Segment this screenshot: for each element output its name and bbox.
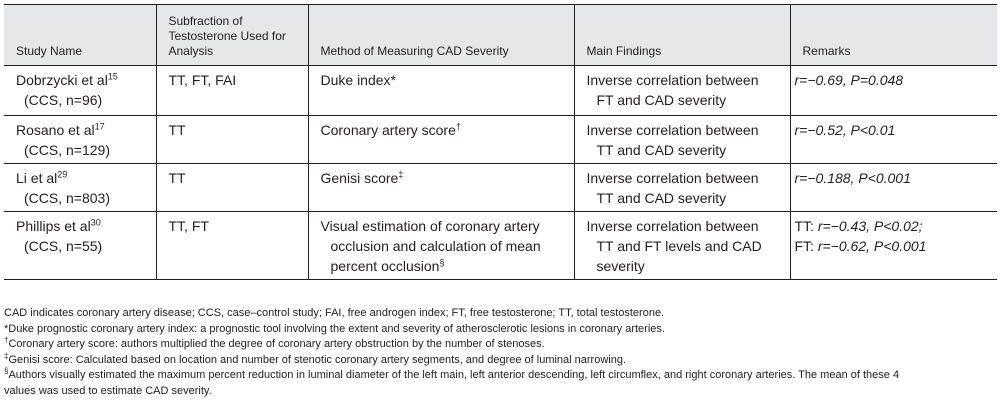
table-row [4,212,997,280]
study-name-cell [4,164,156,212]
subfraction-cell: TT [156,116,308,164]
footnote-mark: ‡ [398,169,404,180]
remark-line [795,236,992,256]
study-design: (CCS, n=803) [24,190,110,206]
subfraction-cell: TT [156,164,308,212]
correlation-value: r=−0.62, [817,238,874,254]
header-study-name: Study Name [4,5,156,66]
remark-label: FT: [794,238,818,254]
footnote-visual-continued: values was used to estimate CAD severity. [4,384,212,397]
p-value: P=0.048 [850,72,904,88]
subfraction-cell: TT, FT [156,212,308,280]
footnote-text: Coronary artery score: authors multiplied the degree of coronary artery obstruction by the number of stenoses. [8,338,545,350]
remarks-cell [790,212,997,280]
study-design: (CCS, n=96) [24,92,103,108]
header-method: Method of Measuring CAD Severity [308,5,574,66]
study-name: Dobrzycki et al [16,72,108,88]
method-line: occlusion and calculation of mean [330,238,541,254]
remarks-cell [790,164,997,212]
footnote-symbol: ‡ [4,350,9,360]
study-name-cell [4,212,156,280]
method-line: percent occlusion [330,258,440,274]
method-text: Genisi score [320,170,399,186]
p-value: P<0.001 [873,238,927,254]
method-cell [308,164,574,212]
table-row [4,116,997,164]
p-value: P<0.02; [873,218,923,234]
study-name-cell [4,116,156,164]
reference-number: 15 [107,71,118,82]
correlation-value: r=−0.43, [817,218,874,234]
table-footnotes [4,306,999,399]
studies-table [4,4,997,280]
remark-label: TT: [794,218,818,234]
findings-cell [574,66,790,116]
table-row [4,164,997,212]
correlation-value: r=−0.69, [794,72,851,88]
footnote-text: Genisi score: Calculated based on location and number of stenotic coronary artery segments, and degree of luminal narrowing. [8,353,627,366]
table-row [4,66,997,116]
findings-line: FT and CAD severity [596,92,727,108]
footnote-symbol: † [4,335,9,345]
study-design: (CCS, n=129) [24,142,110,158]
header-subfraction: Subfraction of Testosterone Used for Analysis [156,5,308,66]
findings-line: Inverse correlation between [586,218,759,234]
footnote-visual [4,368,999,384]
findings-cell [574,116,790,164]
findings-line: Inverse correlation between [586,170,759,186]
study-name: Rosano et al [16,122,95,138]
findings-cell [574,212,790,280]
method-cell [308,66,574,116]
method-line-last [321,256,568,276]
method-cell [308,212,574,280]
study-name: Phillips et al [16,218,91,234]
study-name: Li et al [16,170,58,186]
footnote-genisi [4,350,999,369]
footnote-duke: *Duke prognostic coronary artery index: a prognostic tool involving the extent and severity of atherosclerotic lesions in coronary arteries. [4,322,665,335]
subfraction-cell: TT, FT, FAI [156,66,308,116]
footnote-symbol: § [4,366,9,376]
reference-number: 17 [94,121,105,132]
method-text: Duke index* [320,72,396,88]
footnote-text: Authors visually estimated the maximum percent reduction in luminal diameter of the left main, left anterior descending, left circumflex, and right coronary arteries. The mean of these 4 [8,369,900,381]
findings-line: TT and CAD severity [596,190,727,206]
findings-line: TT and CAD severity [596,142,727,158]
remark-line [795,216,992,236]
findings-line: Inverse correlation between [586,72,759,88]
method-text: Coronary artery score [320,122,456,138]
p-value: P<0.001 [858,170,911,186]
study-design: (CCS, n=55) [24,238,103,254]
findings-line: TT and FT levels and CAD [596,238,762,254]
footnote-abbreviations: CAD indicates coronary artery disease; CCS, case–control study; FAI, free androgen index; FT, free testosterone; TT, total testosterone. [4,307,665,319]
footnote-coronary [4,337,999,353]
reference-number: 30 [90,217,101,228]
study-name-cell [4,66,156,116]
footnote-mark: § [439,257,445,268]
correlation-value: r=−0.188, [794,170,859,186]
findings-line: Inverse correlation between [586,122,759,138]
p-value: P<0.01 [850,122,896,138]
findings-line: severity [596,258,645,274]
remarks-cell [790,66,997,116]
header-main-findings: Main Findings [574,5,790,66]
correlation-value: r=−0.52, [794,122,851,138]
findings-cell [574,164,790,212]
table-header-row [4,5,997,66]
remarks-cell [790,116,997,164]
header-remarks: Remarks [790,5,997,66]
footnote-mark: † [455,121,461,132]
method-cell [308,116,574,164]
method-line: Visual estimation of coronary artery [320,218,540,234]
studies-table-container [4,4,997,280]
reference-number: 29 [57,169,68,180]
